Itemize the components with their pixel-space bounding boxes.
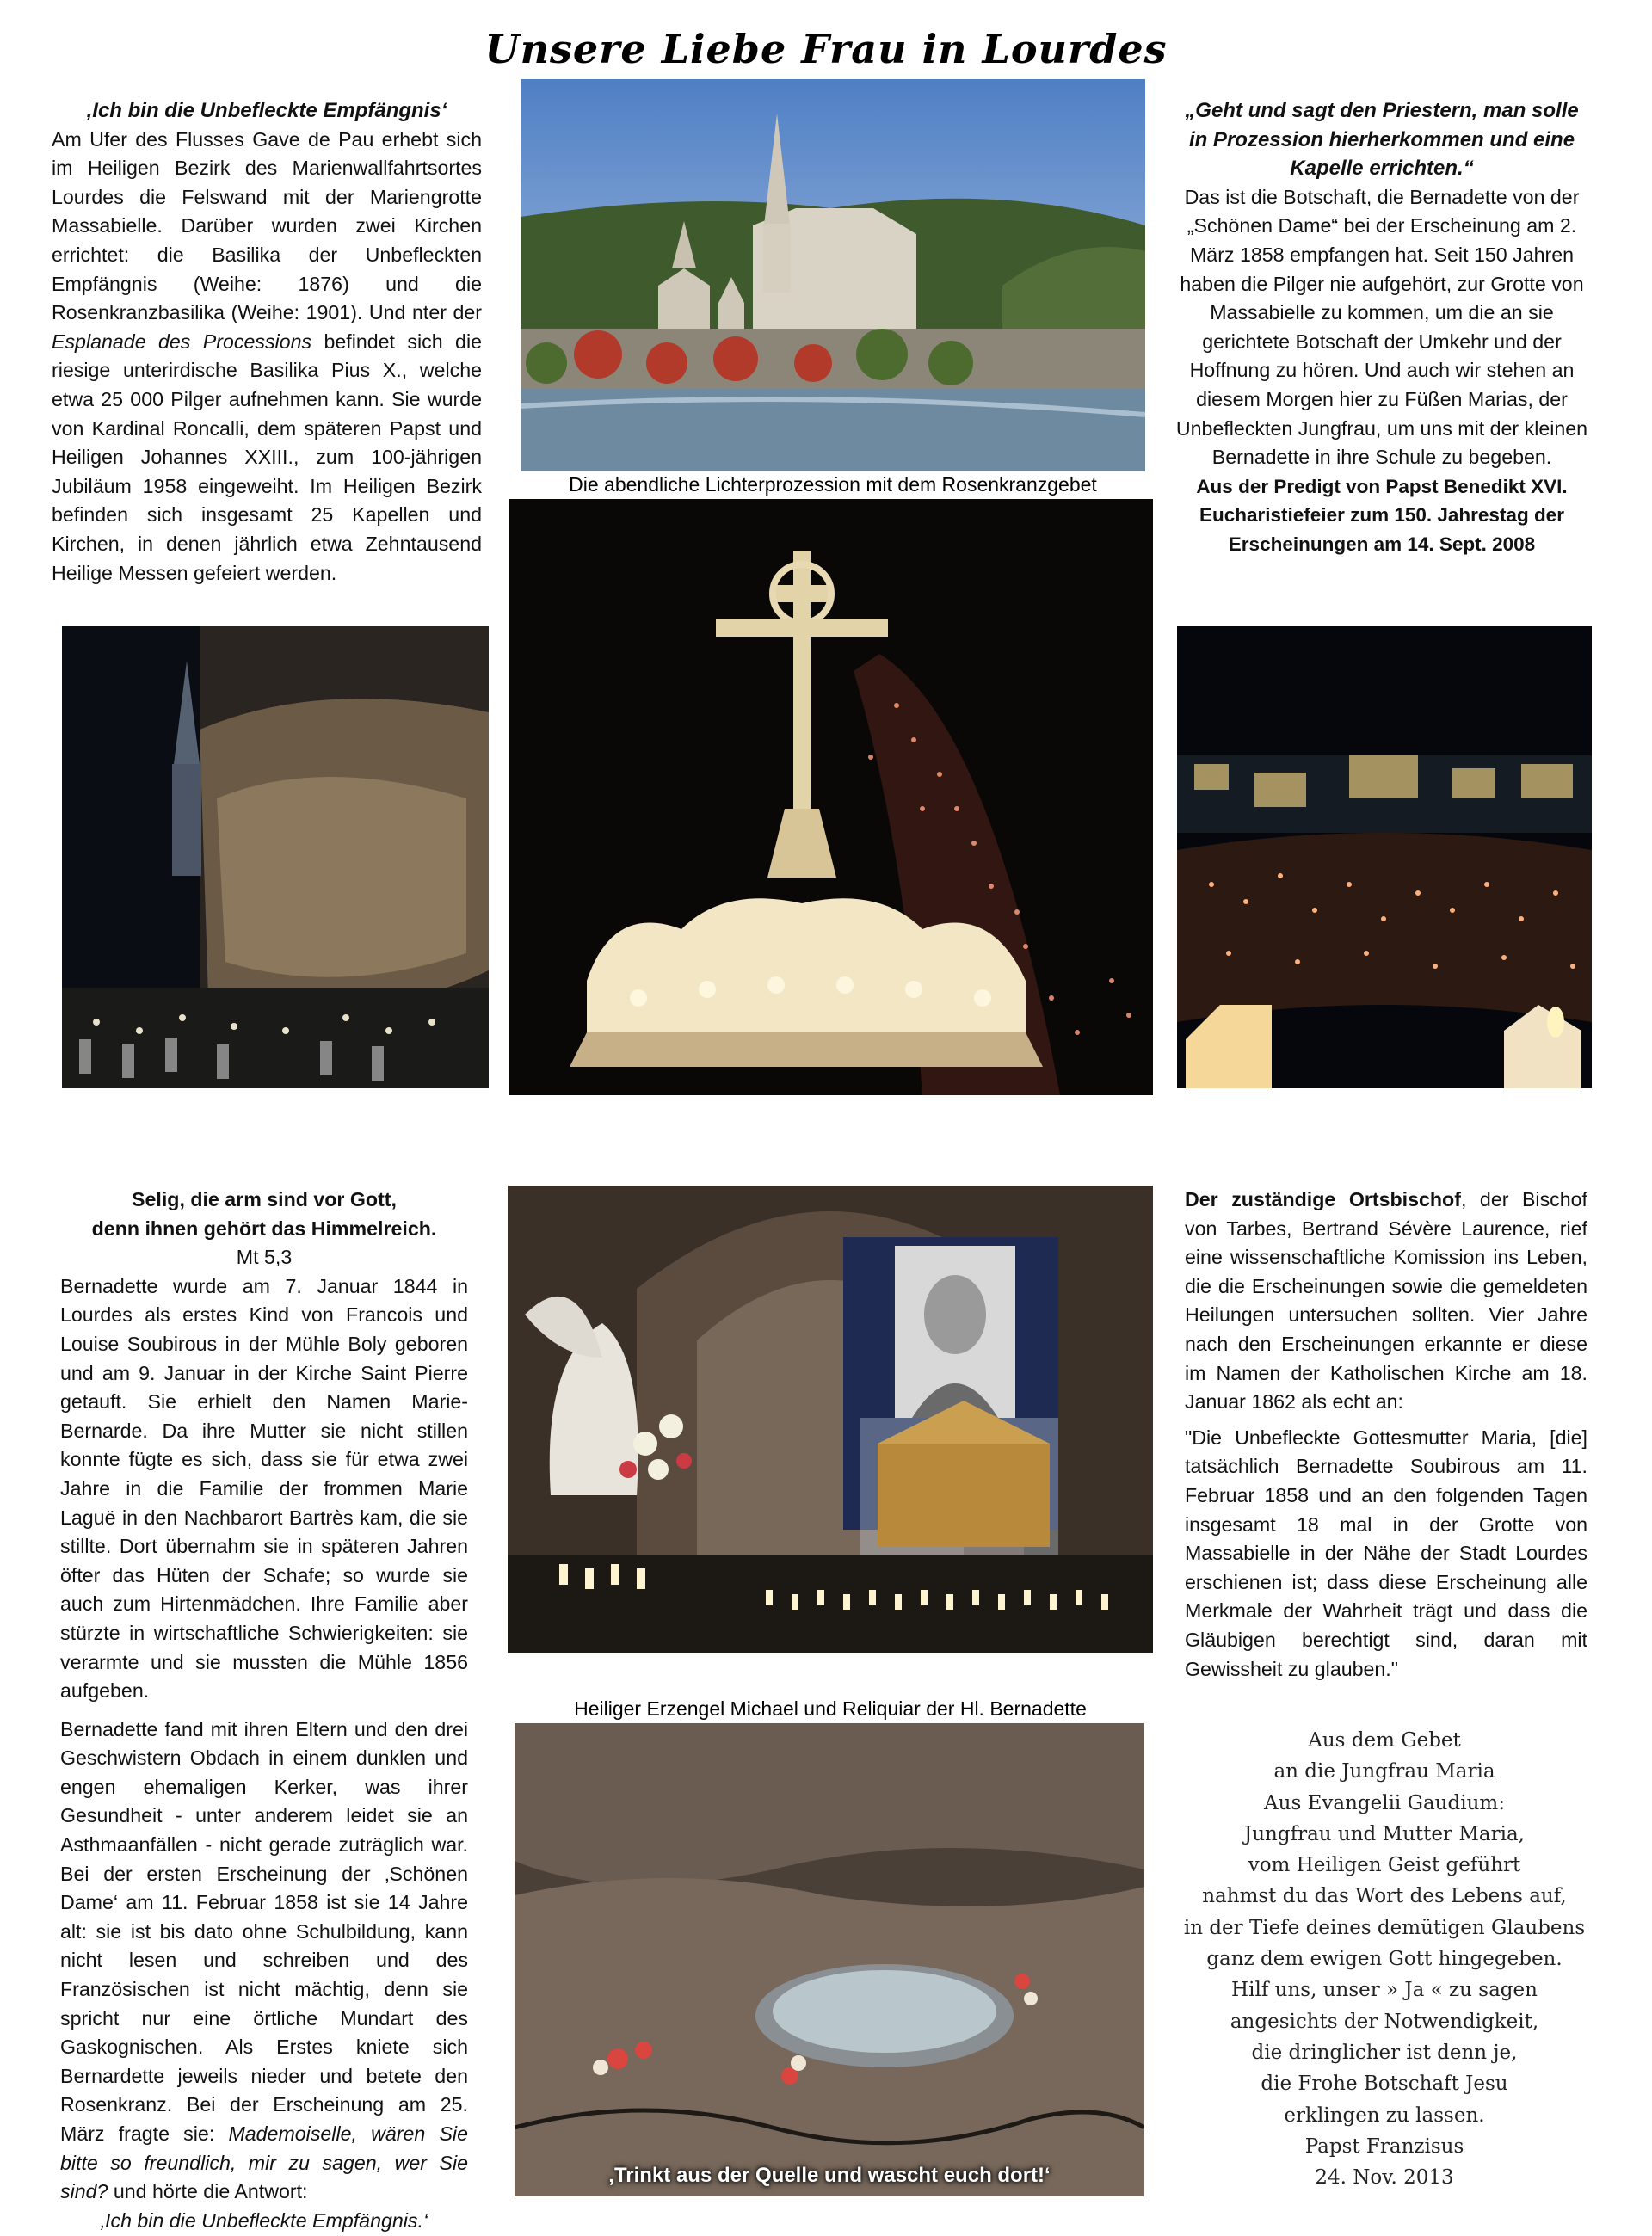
biography-paragraph-2: Bernadette fand mit ihren Eltern und den drei Geschwistern Obdach in einem dunklen und engen ehemaligen Kerker, was ihrer Gesundheit - unter anderem leidet sie an Asthmaanfällen - nicht gerade zuträglich war. Bei der ersten Erscheinung der ‚Schönen Dame‘ am 11. Februar 1858 ist sie 14 Jahre alt: sie ist bis dato ohne Schulbildung, kann nicht lesen und schreiben und des Französischen ist nicht mächtig, denn sie spricht nur eine örtliche Mundart des Gaskognischen. Als Erstes kniete sich Bernardette jeweils nieder und betete den Rosenkranz. Bei der Erscheinung am 25. März fragte sie: Mademoiselle, wären Sie bitte so freundlich, mir zu sagen, wer Sie sind? und hörte die Antwort: <box>60 1717 468 2203</box>
prayer-line: Aus Evangelii Gaudium: <box>1264 1791 1505 1814</box>
prayer-line: in der Tiefe deines demütigen Glaubens <box>1183 1916 1586 1939</box>
crown-cross-photo <box>509 499 1153 1095</box>
basilica-photo <box>521 79 1145 471</box>
biography-paragraph-1: Bernadette wurde am 7. Januar 1844 in Lourdes als erstes Kind von Francois und Louise Soubirous in der Mühle Boly geboren und am 9. Januar in der Kirche Saint Pierre getauft. Sie erhielt den Namen Marie-Bernarde. Da ihre Mutter sie nicht stillen konnte fügte es sich, dass sie für etwa zwei Jahre in die Familie der frommen Marie Laguë in den Nachbarort Bartrès kam, die sie stillte. Dort übernahm sie in späteren Jahren öfter das Hüten der Schafe; so wurde sie auch zum Hirtenmädchen. Ihre Familie aber stürzte in wirtschaftliche Schwierigkeiten: sie verarmte und sie mussten die Mühle 1856 aufgeben. <box>60 1274 468 1703</box>
page-title: Unsere Liebe Frau in Lourdes <box>484 26 1168 72</box>
prayer-date: 24. Nov. 2013 <box>1315 2166 1454 2190</box>
apparition-quote: „Geht und sagt den Priestern, man solle in Prozession hierherkommen und eine Kapelle errichten.“ <box>1185 99 1579 181</box>
procession-caption: Die abendliche Lichterprozession mit dem Rosenkranzgebet <box>569 473 1097 496</box>
prayer-line: angesichts der Notwendigkeit, <box>1230 2010 1539 2033</box>
prayer-line: Jungfrau und Mutter Maria, <box>1244 1822 1525 1845</box>
intro-heading: ‚Ich bin die Unbefleckte Empfängnis‘ <box>86 99 447 122</box>
source-line-3: Erscheinungen am 14. Sept. 2008 <box>1228 533 1536 555</box>
prayer-line: die dringlicher ist denn je, <box>1251 2041 1518 2064</box>
reliquary-caption: Heiliger Erzengel Michael und Reliquiar der Hl. Bernadette <box>574 1697 1087 1720</box>
grotto-night-photo <box>62 626 489 1088</box>
prayer-line: vom Heiligen Geist geführt <box>1248 1854 1521 1877</box>
recognition-text: Der zuständige Ortsbischof, der Bischof von Tarbes, Bertrand Sévère Laurence, rief eine wissenschaftliche Komission ins Leben, die die Erscheinungen sowie die gemeldeten Heilungen untersuchen sollten. Vier Jahre nach den Erscheinungen erkannte er diese im Namen der Katholischen Kirche am 18. Januar 1862 als echt an: <box>1185 1188 1587 1414</box>
closing-quote: ‚Ich bin die Unbefleckte Empfängnis.‘ <box>100 2208 428 2232</box>
prayer-line: nahmst du das Wort des Lebens auf, <box>1202 1885 1567 1908</box>
reliquary-photo <box>508 1186 1153 1653</box>
intro-text: Am Ufer des Flusses Gave de Pau erhebt sich im Heiligen Bezirk des Marienwallfahrtsortes Lourdes die Felswand mit der Mariengrotte Massabielle. Darüber wurden zwei Kirchen errichtet: die Basilika der Unbefleckten Empfängnis (Weihe: 1876) und die Rosenkranzbasilika (Weihe: 1901). Und nter der Esplanade des Processions befindet sich die riesige unterirdische Basilika Pius X., welche etwa 25 000 Pilger aufnehmen kann. Sie wurde von Kardinal Roncalli, dem späteren Papst und Heiligen Johannes XXIII., zum 100-jährigen Jubiläum 1958 eingeweiht. Im Heiligen Bezirk befinden sich insgesamt 25 Kapellen und Kirchen, in denen jährlich etwa Zehntausend Heilige Messen gefeiert werden. <box>52 127 482 584</box>
source-line-2: Eucharistiefeier zum 150. Jahrestag der <box>1199 504 1564 527</box>
prayer-author: Papst Franzisus <box>1304 2134 1464 2158</box>
biography-column <box>60 1186 468 2235</box>
recognition-quote: "Die Unbefleckte Gottesmutter Maria, [die] tatsächlich Bernadette Soubirous am 11. Februar 1858 und an den folgenden Tagen insgesamt 18 mal in der Grotte von Massabielle in der Nähe der Stadt Lourdes erschienen ist; dass diese Erscheinung alle Merkmale der Wahrheit trägt und dass die Gläubigen berechtigt sind, daran mit Gewissheit zu glauben." <box>1185 1426 1587 1680</box>
message-column <box>1174 96 1590 559</box>
bible-reference: Mt 5,3 <box>236 1246 293 1269</box>
prayer-line: die Frohe Botschaft Jesu <box>1261 2073 1508 2096</box>
beatitude-heading-2: denn ihnen gehört das Himmelreich. <box>91 1217 437 1240</box>
candle-procession-photo <box>1177 626 1592 1088</box>
message-text: Das ist die Botschaft, die Bernadette von der „Schönen Dame“ bei der Erscheinung am 2. März 1858 empfangen hat. Seit 150 Jahren haben die Pilger nie aufgehört, zur Grotte von Massabielle zu kommen, um die an sie gerichtete Botschaft der Umkehr und der Hoffnung zu hören. Und auch wir stehen an diesem Morgen hier zu Füßen Marias, der Unbefleckten Jungfrau, um uns mit der kleinen Bernadette in ihre Schule zu begeben. <box>1175 185 1588 469</box>
prayer-line: Hilf uns, unser » Ja « zu sagen <box>1231 1979 1538 2002</box>
prayer-line: Aus dem Gebet <box>1308 1729 1461 1752</box>
prayer-line: erklingen zu lassen. <box>1284 2104 1485 2127</box>
spring-photo <box>515 1723 1144 2196</box>
spring-caption: ‚Trinkt aus der Quelle und wascht euch dort!‘ <box>608 2164 1051 2187</box>
prayer-block <box>1179 1725 1590 2193</box>
prayer-line: ganz dem ewigen Gott hingegeben. <box>1206 1948 1563 1971</box>
intro-column <box>52 96 482 588</box>
beatitude-heading-1: Selig, die arm sind vor Gott, <box>132 1188 397 1210</box>
prayer-line: an die Jungfrau Maria <box>1273 1760 1495 1783</box>
source-line-1: Aus der Predigt von Papst Benedikt XVI. <box>1196 475 1568 497</box>
recognition-column <box>1185 1186 1587 1684</box>
